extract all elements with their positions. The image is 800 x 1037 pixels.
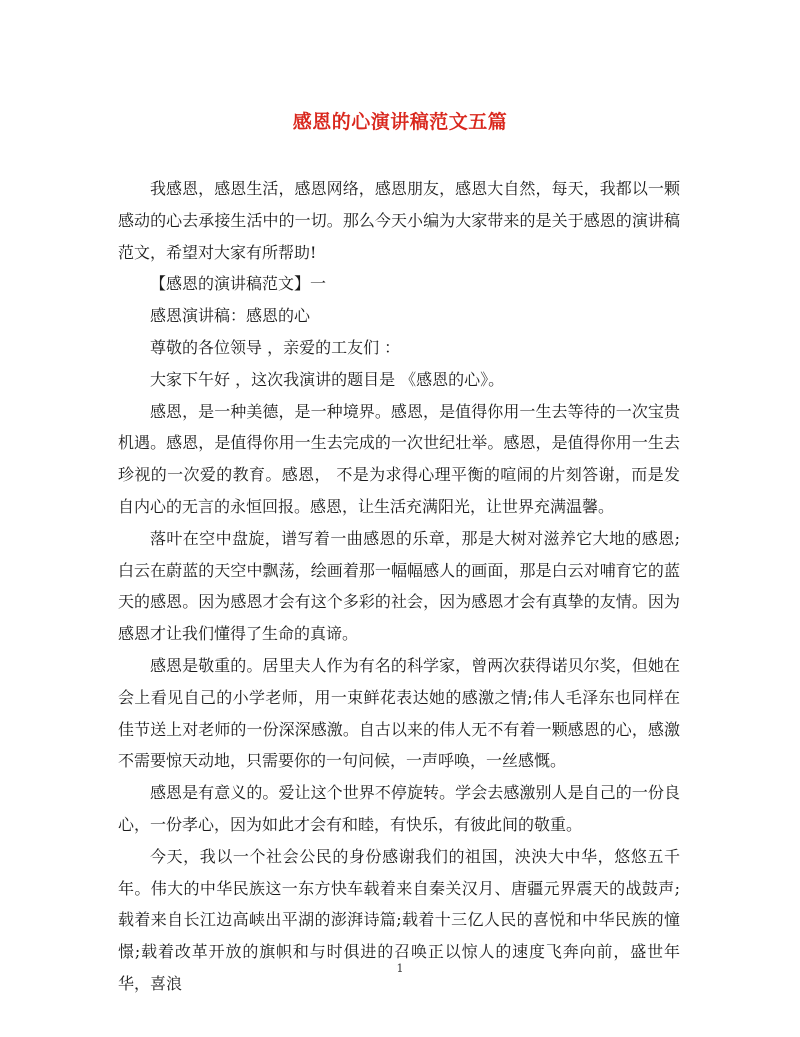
paragraph-falling-leaves: 落叶在空中盘旋，谱写着一曲感恩的乐章，那是大树对滋养它大地的感恩;白云在蔚蓝的天空中飘荡，绘画着那一幅幅感人的画面，那是白云对哺育它的蓝天的感恩。因为感恩才会有这个多彩的社会，因为感恩才会有真挚的友情。因为感恩才让我们懂得了生命的真谛。 <box>118 528 680 644</box>
document-body <box>118 173 680 1000</box>
paragraph-salutation: 尊敬的各位领导 ，亲爱的工友们 ： <box>150 337 401 357</box>
paragraph-intro: 我感恩，感恩生活，感恩网络，感恩朋友，感恩大自然，每天，我都以一颗感动的心去承接生活中的一切。那么今天小编为大家带来的是关于感恩的演讲稿范文，希望对大家有所帮助! <box>118 179 680 262</box>
paragraph-greeting: 大家下午好 ，这次我演讲的题目是 《感恩的心》。 <box>150 369 505 389</box>
document-title: 感恩的心演讲稿范文五篇 <box>292 111 508 133</box>
paragraph-gratitude-virtue: 感恩，是一种美德，是一种境界。感恩，是值得你用一生去等待的一次宝贵机遇。感恩，是值得你用一生去完成的一次世纪壮举。感恩，是值得你用一生去珍视的一次爱的教育。感恩， 不是为求得心理平衡的喧闹的片刻答谢，而是发自内心的无言的永恒回报。感恩，让生活充满阳光，让世界充满温馨。 <box>118 401 680 516</box>
paragraph-meaning: 感恩是有意义的。爱让这个世界不停旋转。学会去感激别人是自己的一份良心，一份孝心，因为如此才会有和睦，有快乐，有彼此间的敬重。 <box>118 783 680 834</box>
paragraph-respect: 感恩是敬重的。居里夫人作为有名的科学家，曾两次获得诺贝尔奖，但她在会上看见自己的小学老师，用一束鲜花表达她的感激之情;伟人毛泽东也同样在佳节送上对老师的一份深深感激。自古以来的伟人无不有着一颗感恩的心，感激不需要惊天动地，只需要你的一句问候，一声呼唤，一丝感慨。 <box>118 655 680 771</box>
paragraph-section-heading: 【感恩的演讲稿范文】一 <box>150 274 327 294</box>
paragraph-motherland: 今天，我以一个社会公民的身份感谢我们的祖国，泱泱大中华，悠悠五千年。伟大的中华民族这一东方快车载着来自秦关汉月、唐疆元界震天的战鼓声;载着来自长江边高峡出平湖的澎湃诗篇;载着十三亿人民的喜悦和中华民族的憧憬;载着改革开放的旗帜和与时俱进的召唤正以惊人的速度飞奔向前，盛世年华，喜浪 <box>118 846 680 993</box>
page-number: 1 <box>396 962 404 975</box>
paragraph-speech-title: 感恩演讲稿：感恩的心 <box>150 306 311 326</box>
